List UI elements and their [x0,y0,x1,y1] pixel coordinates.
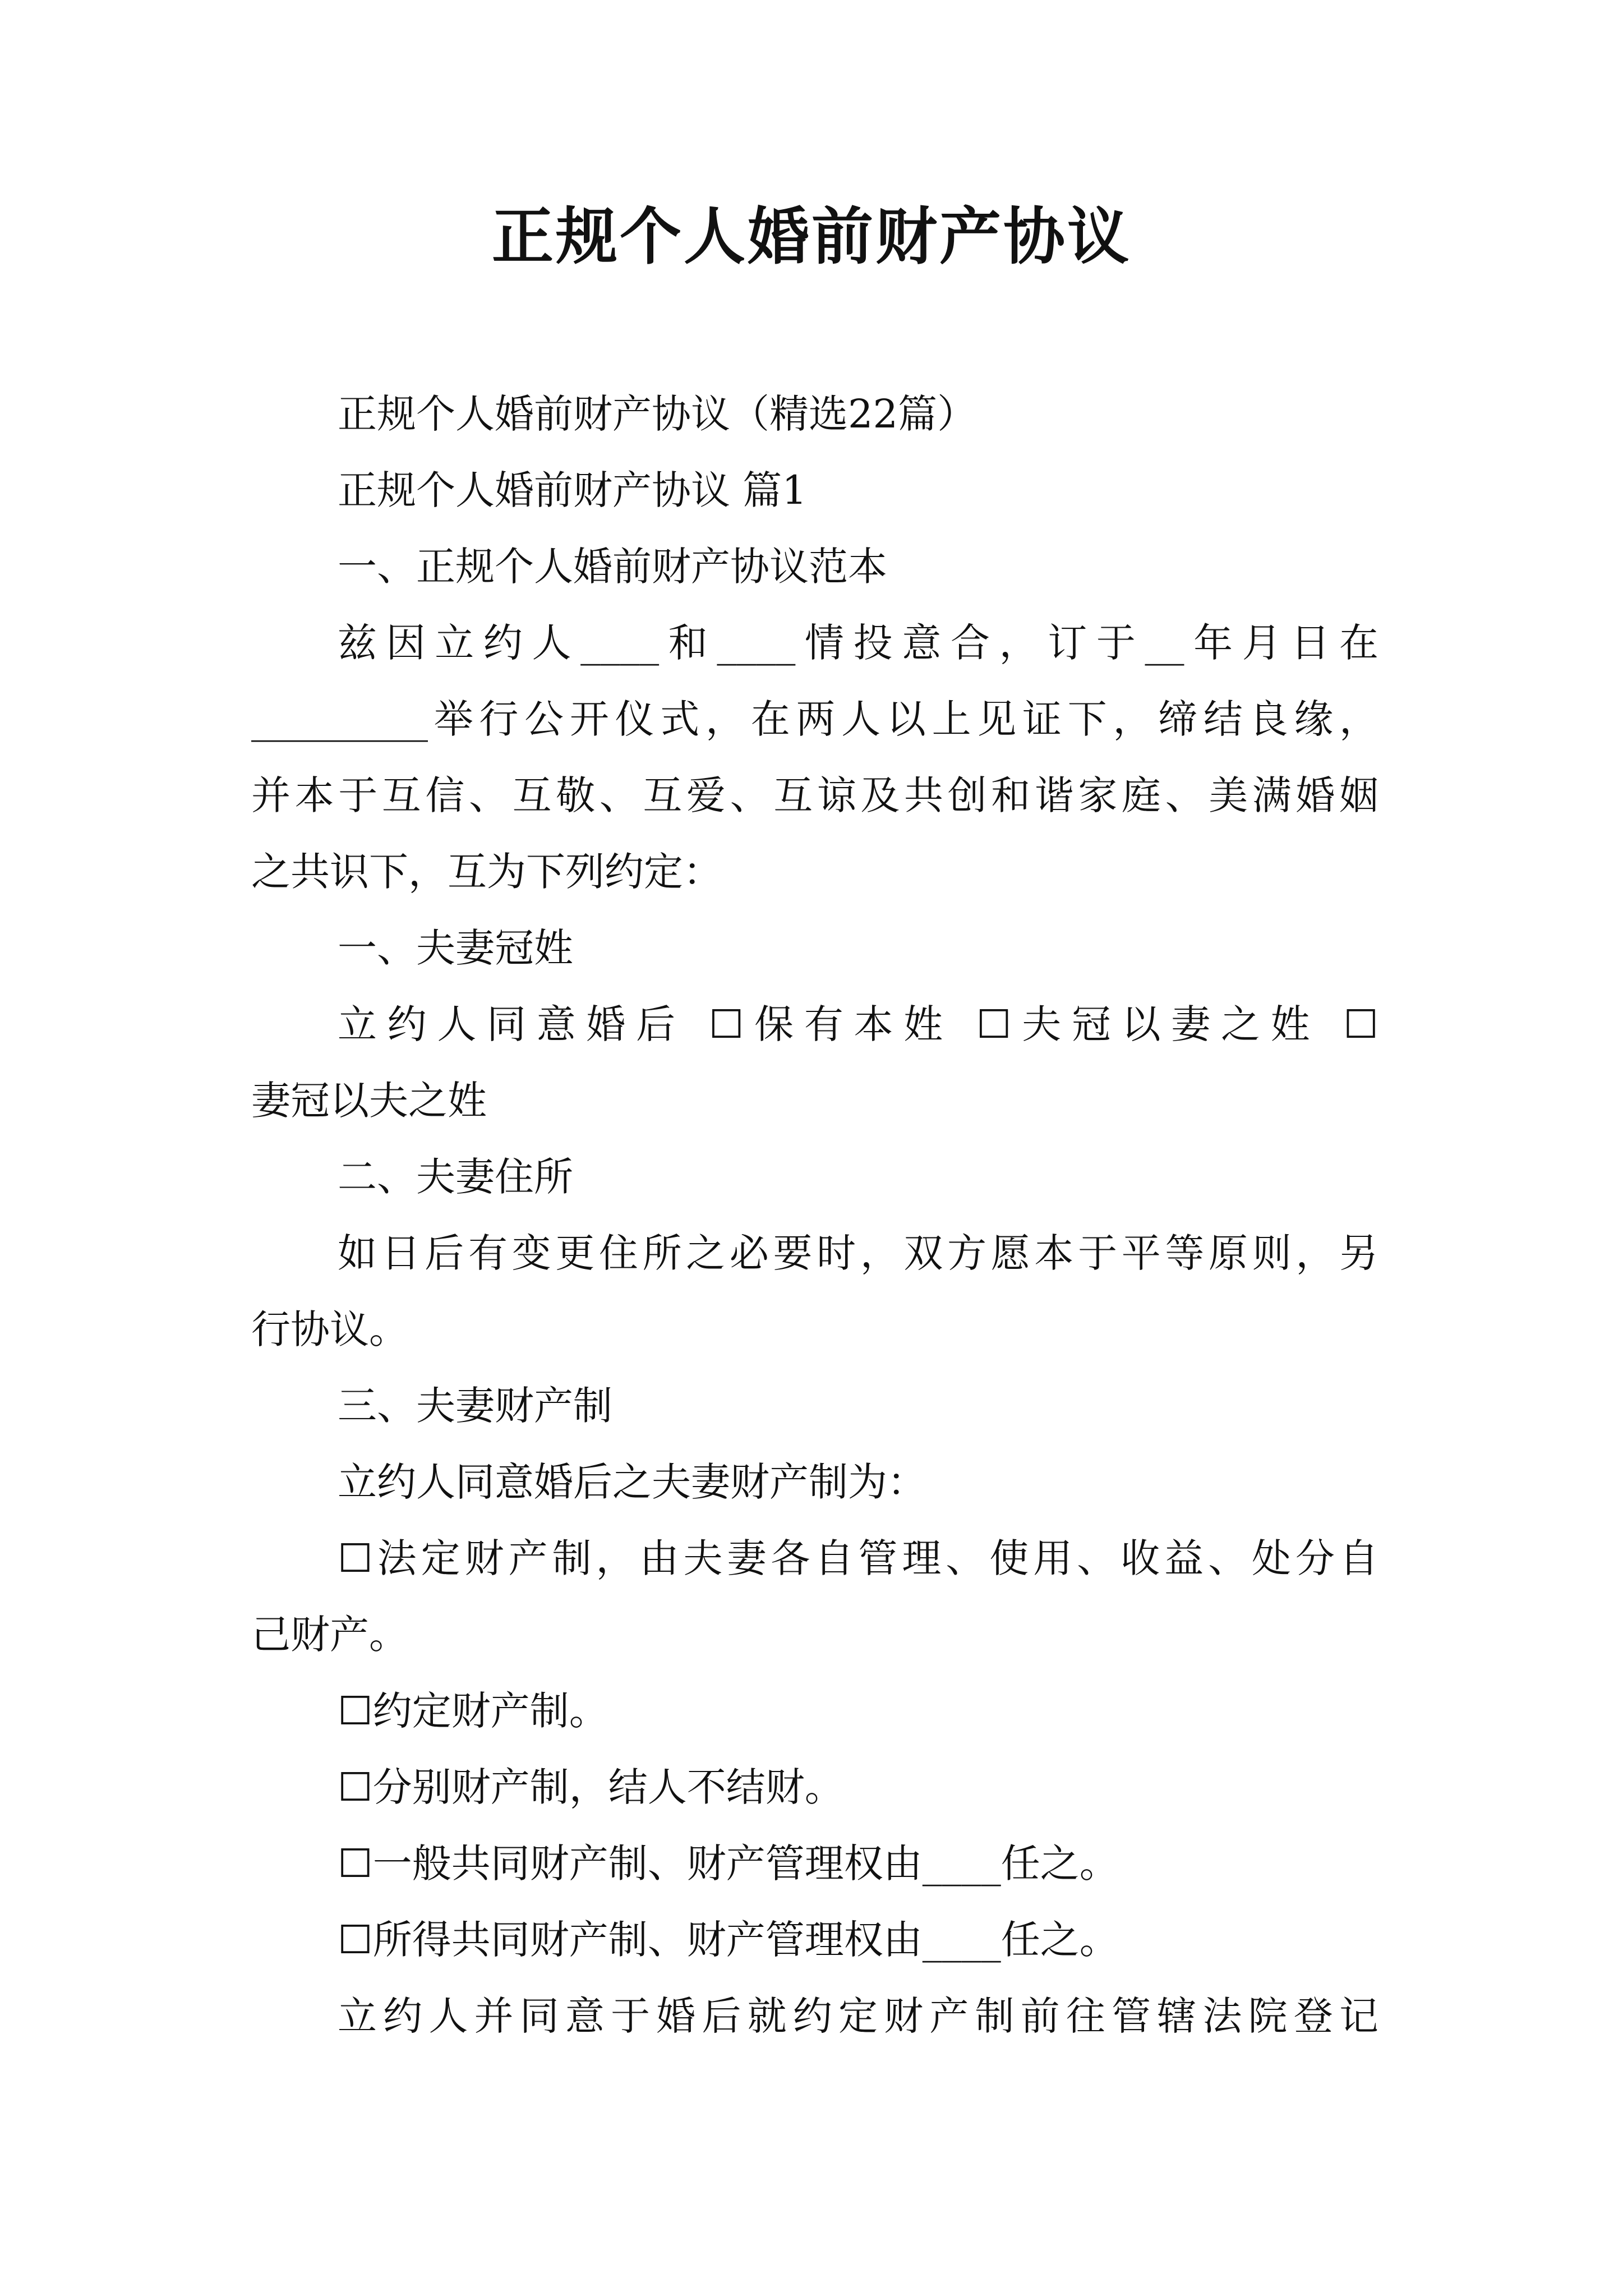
section-heading: 一、夫妻冠姓 [338,925,573,971]
checkbox-option-line: ☐所得共同财产制、财产管理权由____任之。 [338,1917,1119,1963]
paragraph-line: 如日后有变更住所之必要时，双方愿本于平等原则，另 [338,1230,1378,1276]
checkbox-option-line: ☐约定财产制。 [338,1688,608,1734]
paragraph-line: 己财产。 [251,1612,408,1658]
paragraph-line: 正规个人婚前财产协议（精选22篇） [338,391,977,437]
checkbox-option-line: ☐一般共同财产制、财产管理权由____任之。 [338,1841,1119,1887]
section-heading: 二、夫妻住所 [338,1154,573,1200]
paragraph-line: 一、正规个人婚前财产协议范本 [338,544,887,590]
paragraph-line: 立约人同意婚后 ☐保有本姓 ☐夫冠以妻之姓 ☐ [338,1001,1378,1047]
checkbox-option-line: ☐分别财产制，结人不结财。 [338,1764,844,1810]
paragraph-line: 正规个人婚前财产协议 篇1 [338,467,807,513]
paragraph-line: 兹因立约人____和____情投意合，订于__年月日在 [338,620,1378,666]
paragraph-line: 行协议。 [251,1306,408,1352]
section-heading: 三、夫妻财产制 [338,1383,612,1429]
paragraph-line: 并本于互信、互敬、互爱、互谅及共创和谐家庭、美满婚姻 [251,772,1378,818]
paragraph-line: _________举行公开仪式，在两人以上见证下，缔结良缘， [251,696,1378,742]
paragraph-line: 立约人同意婚后之夫妻财产制为： [338,1459,926,1505]
paragraph-line: 立约人并同意于婚后就约定财产制前往管辖法院登记 [338,1993,1378,2039]
paragraph-line: 之共识下，互为下列约定： [251,849,722,895]
document-title: 正规个人婚前财产协议 [492,200,1131,273]
paragraph-line: 妻冠以夫之姓 [251,1078,487,1124]
checkbox-option-line: ☐法定财产制，由夫妻各自管理、使用、收益、处分自 [338,1535,1378,1581]
